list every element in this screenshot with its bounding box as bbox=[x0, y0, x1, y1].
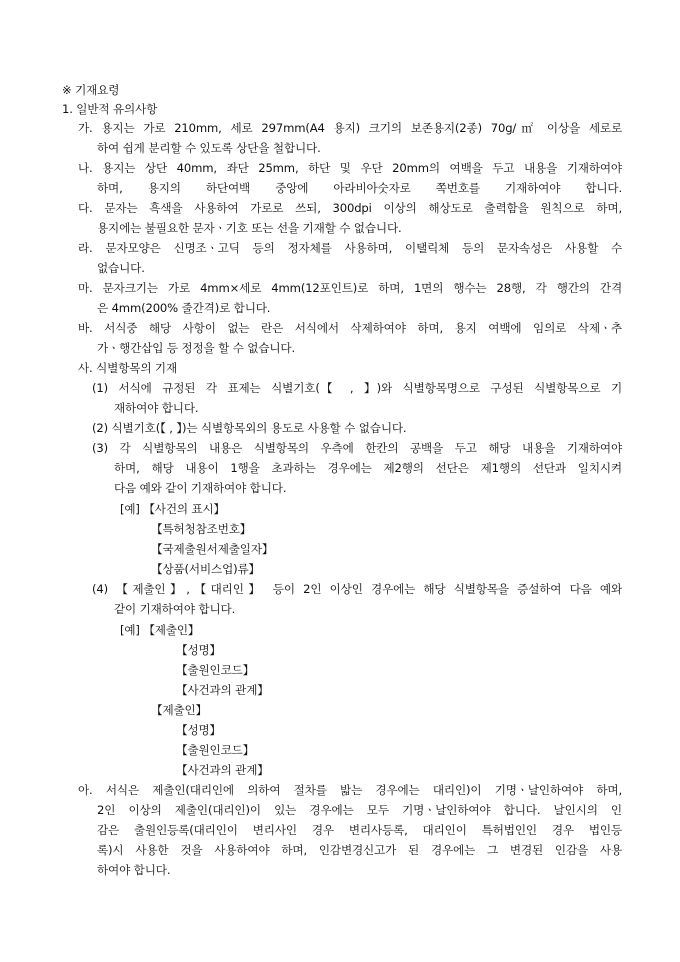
example-2-line3: 【출원인코드】 bbox=[176, 663, 255, 677]
item-a-line1: 아. 서식은 제출인(대리인에 의하여 절차를 밟는 경우에는 대리인)이 기명ㆍ날인하여야 하며, bbox=[78, 783, 622, 797]
item-ba-line2: 가ㆍ행간삽입 등 정정을 할 수 없습니다. bbox=[97, 341, 296, 355]
item-a-line3: 감은 출원인등록(대리인이 변리사인 경우 변리사등록, 대리인이 특허법인인 경우 법인등 bbox=[97, 823, 622, 837]
example-2-line2: 【성명】 bbox=[176, 643, 221, 657]
sub-4-line2: 같이 기재하여야 합니다. bbox=[114, 602, 236, 616]
example-1-line1: [예] 【사건의 표시】 bbox=[120, 502, 226, 516]
item-ra-line1: 라. 문자모양은 신명조ㆍ고딕 등의 정자체를 사용하며, 이탤릭체 등의 문자속성은 사용할 수 bbox=[78, 241, 622, 255]
sub-3-line2: 하며, 해당 내용이 1행을 초과하는 경우에는 제2행의 선단은 제1행의 선단과 일치시켜 bbox=[114, 461, 622, 475]
item-ra-line2: 없습니다. bbox=[97, 261, 145, 275]
item-a-line2: 2인 이상의 제출인(대리인)이 있는 경우에는 모두 기명ㆍ날인하여야 합니다. 날인시의 인 bbox=[97, 803, 622, 817]
item-ga-line2: 하여 쉽게 분리할 수 있도록 상단을 철합니다. bbox=[97, 141, 321, 155]
example-2-line5: 【제출인】 bbox=[151, 703, 208, 717]
example-1-line4: 【상품(서비스업)류】 bbox=[151, 562, 260, 576]
sub-2: (2) 식별기호(【 , 】)는 식별항목외의 용도로 사용할 수 없습니다. bbox=[92, 421, 407, 435]
item-ba-line1: 바. 서식중 해당 사항이 없는 란은 서식에서 삭제하여야 하며, 용지 여백에 임의로 삭제ㆍ추 bbox=[78, 321, 622, 335]
guide-heading: ※ 기재요령 bbox=[62, 83, 120, 97]
item-a-line5: 하여야 합니다. bbox=[97, 863, 171, 877]
item-na-line1: 나. 용지는 상단 40mm, 좌단 25mm, 하단 및 우단 20mm의 여백을 두고 내용을 기재하여야 bbox=[78, 161, 622, 175]
sub-1-line2: 재하여야 합니다. bbox=[114, 401, 199, 415]
example-2-line7: 【출원인코드】 bbox=[176, 743, 255, 757]
item-da-line1: 다. 문자는 흑색을 사용하여 가로로 쓰되, 300dpi 이상의 해상도로 출력함을 원칙으로 하며, bbox=[78, 201, 622, 215]
item-da-line2: 용지에는 불필요한 문자ㆍ기호 또는 선을 기재할 수 없습니다. bbox=[97, 221, 402, 235]
example-2-line1: [예] 【제출인】 bbox=[120, 623, 200, 637]
example-2-line8: 【사건과의 관계】 bbox=[176, 763, 269, 777]
item-sa-heading: 사. 식별항목의 기재 bbox=[78, 361, 178, 375]
sub-3-line1: (3) 각 식별항목의 내용은 식별항목의 우측에 한칸의 공백을 두고 해당 내용을 기재하여야 bbox=[92, 441, 622, 455]
example-1-line2: 【특허청참조번호】 bbox=[151, 522, 252, 536]
section-general-notes: 1. 일반적 유의사항 bbox=[62, 102, 158, 116]
item-ga-line1: 가. 용지는 가로 210mm, 세로 297mm(A4 용지) 크기의 보존용지(2종) 70g/㎡ 이상을 세로로 bbox=[78, 121, 622, 135]
item-ma-line1: 마. 문자크기는 가로 4mm×세로 4mm(12포인트)로 하며, 1면의 행수는 28행, 각 행간의 간격 bbox=[78, 281, 622, 295]
item-na-line2: 하며, 용지의 하단여백 중앙에 아라비아숫자로 쪽번호를 기재하여야 합니다. bbox=[97, 181, 622, 195]
example-2-line4: 【사건과의 관계】 bbox=[176, 683, 269, 697]
example-1-line3: 【국제출원서제출일자】 bbox=[151, 542, 274, 556]
sub-4-line1: (4) 【제출인】,【대리인】 등이 2인 이상인 경우에는 해당 식별항목을 증설하여 다음 예와 bbox=[92, 582, 622, 596]
sub-1-line1: (1) 서식에 규정된 각 표제는 식별기호(【 , 】)와 식별항목명으로 구성된 식별항목으로 기 bbox=[92, 381, 622, 395]
item-ma-line2: 은 4mm(200% 줄간격)로 합니다. bbox=[97, 301, 271, 315]
example-2-line6: 【성명】 bbox=[176, 723, 221, 737]
item-a-line4: 록)시 사용한 것을 사용하여야 하며, 인감변경신고가 된 경우에는 그 변경된 인감을 사용 bbox=[97, 843, 622, 857]
sub-3-line3: 다음 예와 같이 기재하여야 합니다. bbox=[114, 481, 287, 495]
